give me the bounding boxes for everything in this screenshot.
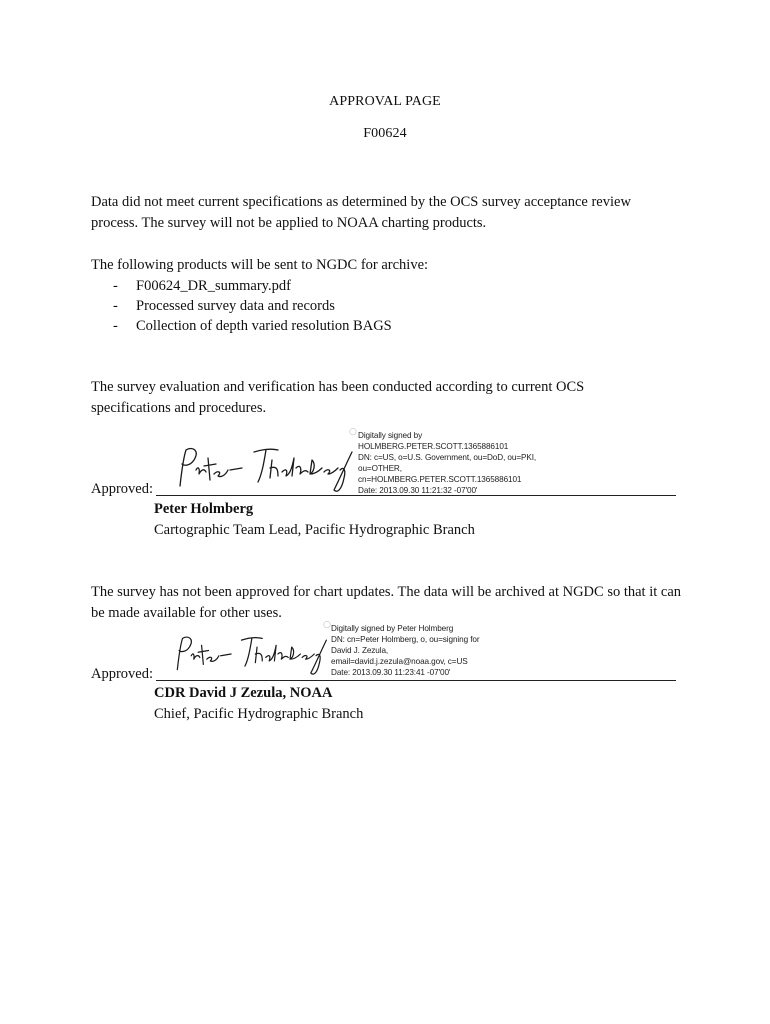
products-list <box>91 276 651 336</box>
signature-line-1 <box>156 495 676 496</box>
digital-signature-1: Digitally signed by HOLMBERG.PETER.SCOTT.1365886101 DN: c=US, o=U.S. Government, ou=DoD, ou=PKI, ou=OTHER, cn=HOLMBERG.PETER.SCOTT.1365886101 Date: 2013.09.30 11:21:32 -07'00' <box>358 431 537 495</box>
approved-label-2: Approved: <box>91 666 154 682</box>
signer-name-1: Peter Holmberg <box>154 501 254 517</box>
signer-title-2: Chief, Pacific Hydrographic Branch <box>154 706 364 722</box>
survey-id: F00624 <box>363 126 407 141</box>
signature-check-icon: ○ <box>323 620 331 630</box>
intro-paragraph: Data did not meet current specifications as determined by the OCS survey acceptance review process. The survey will not be applied to NOAA charting products. <box>91 194 631 231</box>
product-name: Processed survey data and records <box>136 298 335 314</box>
bullet-dash: - <box>113 298 118 314</box>
digital-signature-2: Digitally signed by Peter Holmberg DN: cn=Peter Holmberg, o, ou=signing for David J. Zezula, email=david.j.zezula@noaa.gov, c=US Date: 2013.09.30 11:23:41 -07'00' <box>331 624 480 677</box>
signer-title-1: Cartographic Team Lead, Pacific Hydrographic Branch <box>154 522 475 538</box>
product-name: F00624_DR_summary.pdf <box>136 278 291 294</box>
handwritten-signature-icon <box>170 438 360 498</box>
approved-label-1: Approved: <box>91 481 154 497</box>
signature-block-1 <box>170 438 360 498</box>
list-item <box>91 296 651 316</box>
evaluation-paragraph: The survey evaluation and verification has been conducted according to current OCS specifications and procedures. <box>91 379 585 416</box>
bullet-dash: - <box>113 278 118 294</box>
page-title: APPROVAL PAGE <box>329 94 441 109</box>
signature-block-2 <box>166 628 336 680</box>
signer-name-2: CDR David J Zezula, NOAA <box>154 685 333 701</box>
chart-status-paragraph: The survey has not been approved for chart updates. The data will be archived at NGDC so that it can be made available for other uses. <box>91 584 682 621</box>
bullet-dash: - <box>113 318 118 334</box>
signature-line-2 <box>156 680 676 681</box>
handwritten-signature-icon <box>166 628 336 680</box>
list-item <box>91 276 651 296</box>
products-lead: The following products will be sent to NGDC for archive: <box>91 257 429 273</box>
list-item <box>91 316 651 336</box>
signature-check-icon: ○ <box>349 427 357 437</box>
product-name: Collection of depth varied resolution BAGS <box>136 318 392 334</box>
